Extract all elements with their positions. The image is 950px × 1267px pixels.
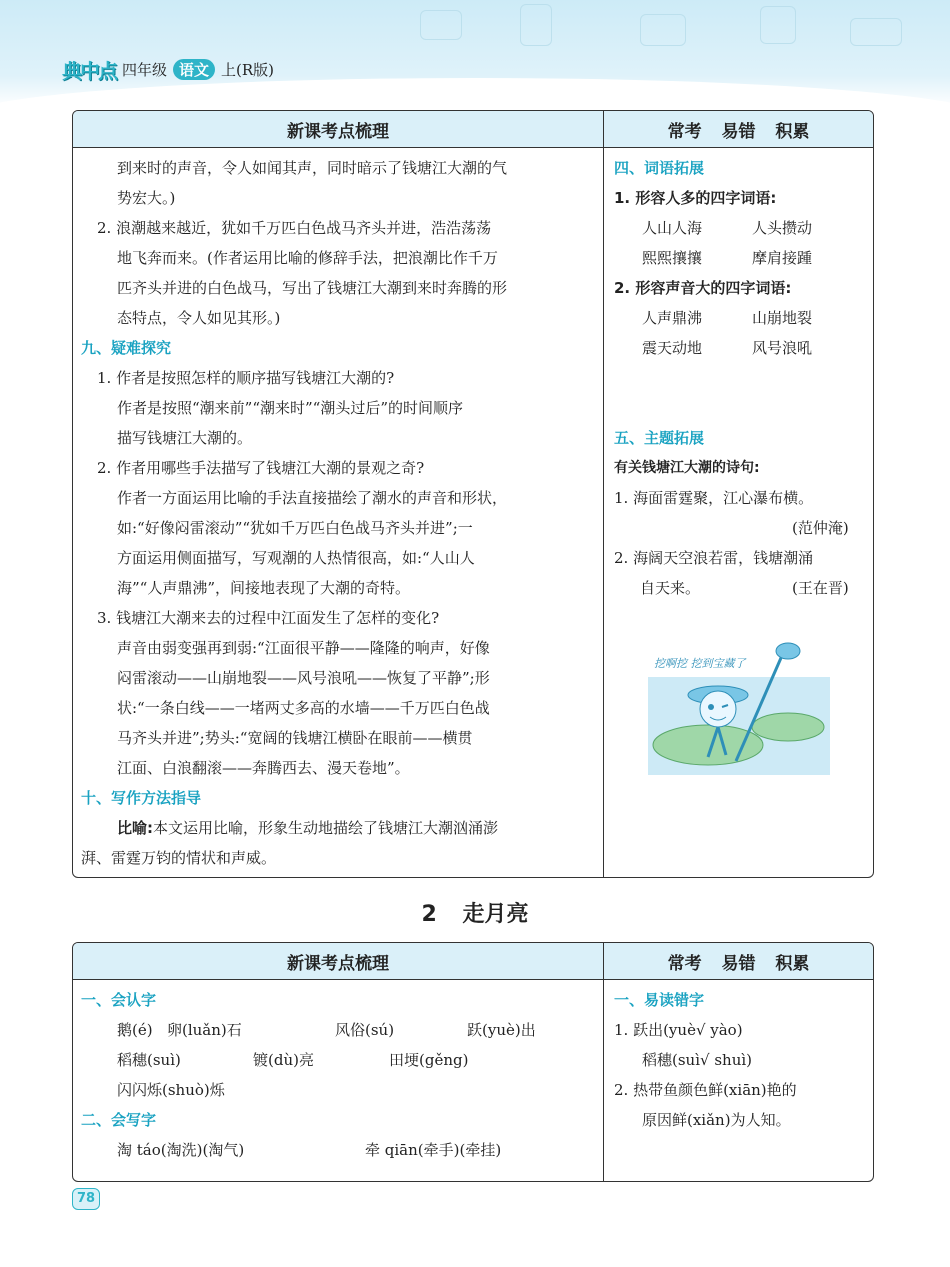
text-line: 声音由弱变强再到弱:“江面很平静——隆隆的响声，好像 xyxy=(117,639,490,657)
poem-line: 1. 海面雷霆聚，江心瀑布横。 xyxy=(614,489,814,507)
panel-lesson2 xyxy=(72,942,874,1182)
poem-intro: 有关钱塘江大潮的诗句: xyxy=(614,460,760,476)
poem-line: 自天来。 xyxy=(640,579,701,597)
text-span: 本文运用比喻，形象生动地描绘了钱塘江大潮汹涌澎 xyxy=(153,819,499,837)
text-line xyxy=(117,813,498,843)
edition-label: 上(R版) xyxy=(221,60,275,79)
lesson-number: 2 xyxy=(421,902,437,927)
section-heading: 五、主题拓展 xyxy=(614,429,705,447)
text-line: 1. 作者是按照怎样的顺序描写钱塘江大潮的? xyxy=(97,369,395,387)
pron-item: 稻穗(suì√ shuì) xyxy=(642,1051,753,1069)
word-item: 人声鼎沸 xyxy=(642,309,703,327)
text-line: 状:“一条白线——一堵两丈多高的水墙——千万匹白色战 xyxy=(117,699,490,717)
grade-label: 四年级 xyxy=(122,60,168,79)
text-line: 闷雷滚动——山崩地裂——风号浪吼——恢复了平静”;形 xyxy=(117,669,490,687)
text-line: 海”“人声鼎沸”，间接地表现了大潮的奇特。 xyxy=(117,579,411,597)
text-line: 如:“好像闷雷滚动”“犹如千万匹白色战马齐头并进”;一 xyxy=(117,519,473,537)
section-heading: 十、写作方法指导 xyxy=(81,789,202,807)
panel1-left-title: 新课考点梳理 xyxy=(73,111,604,147)
word-item: 人头攒动 xyxy=(752,219,813,237)
text-line: 描写钱塘江大潮的。 xyxy=(117,429,253,447)
section-heading: 一、易读错字 xyxy=(614,991,705,1009)
text-line: 作者是按照“潮来前”“潮来时”“潮头过后”的时间顺序 xyxy=(117,399,464,417)
text-line: 态特点，令人如见其形。) xyxy=(117,309,281,327)
poem-author: (范仲淹) xyxy=(792,519,849,537)
char-item: 闪闪烁(shuò)烁 xyxy=(117,1081,225,1099)
char-item: 镀(dù)亮 xyxy=(253,1051,314,1069)
pron-item: 2. 热带鱼颜色鲜(xiān)艳的 xyxy=(614,1081,797,1099)
char-item: 鹅(é) xyxy=(117,1021,153,1039)
page-header xyxy=(62,56,274,82)
poem-author: (王在晋) xyxy=(792,579,849,597)
char-item: 卵(luǎn)石 xyxy=(167,1021,242,1039)
text-line: 方面运用侧面描写，写观潮的人热情很高，如:“人山人 xyxy=(117,549,475,567)
word-item: 山崩地裂 xyxy=(752,309,813,327)
section-heading: 四、词语拓展 xyxy=(614,159,705,177)
pron-item: 1. 跃出(yuè√ yào) xyxy=(614,1021,743,1039)
subject-badge: 语文 xyxy=(173,59,215,80)
speech-bubble-text: 挖啊挖 挖到宝藏了 xyxy=(654,657,746,670)
text-line: 2. 浪潮越来越近，犹如千万匹白色战马齐头并进，浩浩荡荡 xyxy=(97,219,492,237)
panel2-right-column xyxy=(604,980,873,1181)
text-line: 江面、白浪翻滚——奔腾西去、漫天卷地”。 xyxy=(117,759,410,777)
poem-line: 2. 海阔天空浪若雷，钱塘潮涌 xyxy=(614,549,814,567)
text-line: 地飞奔而来。(作者运用比喻的修辞手法，把浪潮比作千万 xyxy=(117,249,498,267)
text-line: 势宏大。) xyxy=(117,189,176,207)
section-heading: 二、会写字 xyxy=(81,1111,157,1129)
lesson-name: 走月亮 xyxy=(462,902,529,927)
text-line: 作者一方面运用比喻的手法直接描绘了潮水的声音和形状， xyxy=(117,489,508,507)
panel2-left-column xyxy=(73,980,604,1181)
page-number: 78 xyxy=(72,1188,100,1210)
text-line: 湃、雷霆万钧的情状和声威。 xyxy=(81,849,277,867)
panel1-left-column xyxy=(73,148,604,877)
word-item: 熙熙攘攘 xyxy=(642,249,703,267)
text-line: 马齐头并进”;势头:“宽阔的钱塘江横卧在眼前——横贯 xyxy=(117,729,473,747)
pron-item: 原因鲜(xiǎn)为人知。 xyxy=(642,1111,791,1129)
text-line: 到来时的声音，令人如闻其声，同时暗示了钱塘江大潮的气 xyxy=(117,159,508,177)
cartoon-illustration xyxy=(648,637,830,775)
text-line: 匹齐头并进的白色战马，写出了钱塘江大潮到来时奔腾的形 xyxy=(117,279,508,297)
text-line: 2. 作者用哪些手法描写了钱塘江大潮的景观之奇? xyxy=(97,459,425,477)
question-label: 2. 形容声音大的四字词语: xyxy=(614,279,792,297)
char-item: 稻穗(suì) xyxy=(117,1051,181,1069)
char-item: 风俗(sú) xyxy=(335,1021,395,1039)
section-heading: 一、会认字 xyxy=(81,991,157,1009)
panel2-right-title: 常考 易错 积累 xyxy=(667,953,810,974)
panel1-right-title: 常考 易错 积累 xyxy=(667,121,810,142)
lesson-title xyxy=(0,897,950,928)
char-item: 跃(yuè)出 xyxy=(467,1021,536,1039)
text-line: 3. 钱塘江大潮来去的过程中江面发生了怎样的变化? xyxy=(97,609,440,627)
top-banner xyxy=(0,0,950,108)
word-item: 人山人海 xyxy=(642,219,703,237)
char-item: 田埂(gěng) xyxy=(389,1051,469,1069)
bold-label: 比喻: xyxy=(117,819,153,837)
word-item: 风号浪吼 xyxy=(752,339,813,357)
section-heading: 九、疑难探究 xyxy=(81,339,172,357)
write-item: 淘 táo(淘洗)(淘气) xyxy=(117,1141,245,1159)
panel2-left-title: 新课考点梳理 xyxy=(73,943,604,979)
question-label: 1. 形容人多的四字词语: xyxy=(614,189,777,207)
word-item: 摩肩接踵 xyxy=(752,249,813,267)
logo: 典中点 xyxy=(62,58,116,83)
write-item: 牵 qiān(牵手)(牵挂) xyxy=(365,1141,502,1159)
word-item: 震天动地 xyxy=(642,339,703,357)
